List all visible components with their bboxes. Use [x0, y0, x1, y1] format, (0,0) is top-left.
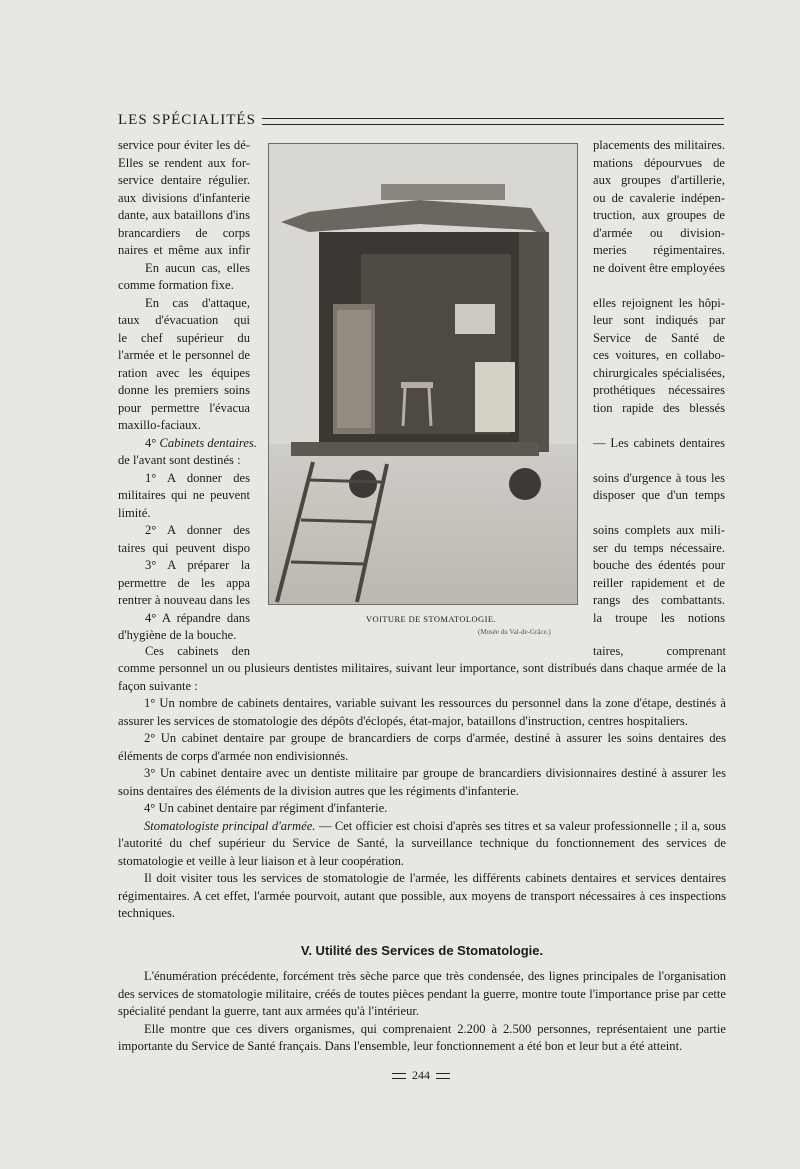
left-col-line: taires qui peuvent dispo — [118, 540, 250, 555]
right-col-line: chirurgicales spécialisées, — [593, 365, 725, 380]
body-paragraph: comme personnel un ou plusieurs dentistes militaires, suivant leur importance, sont distribués dans chaque armée de la façon suivante : — [118, 661, 726, 693]
left-col-line: d'hygiène de la bouche. — [118, 628, 237, 642]
figure-photo-dental-wagon — [268, 143, 578, 605]
figure-caption: VOITURE DE STOMATOLOGIE. — [366, 614, 496, 624]
right-col-line: leur sont indiqués par — [593, 313, 725, 327]
right-col-line: prothétiques nécessaires — [593, 383, 725, 397]
bridge-line-right: taires, comprenant — [593, 644, 726, 658]
left-col-line: comme formation fixe. — [118, 278, 234, 292]
body-paragraph: 4° Un cabinet dentaire par régiment d'infanterie. — [144, 801, 388, 815]
right-col-line: bouche des édentés pour — [593, 558, 725, 572]
left-col-line: brancardiers de corps — [118, 225, 250, 240]
left-col-line: 4° A répandre dans — [145, 610, 250, 625]
body-paragraph: 1° Un nombre de cabinets dentaires, variable suivant les ressources du personnel dans la zone d'étape, destinés à assurer les services de stomatologie des dépôts d'éclopés, état-major, bataillons d'instruction, centres hospitaliers. — [118, 696, 726, 728]
right-col-line: — Les cabinets dentaires — [593, 435, 725, 450]
left-col-line: l'armée et le personnel de — [118, 348, 250, 362]
body-paragraph: Stomatologiste principal d'armée. — Cet officier est choisi d'après ses titres et sa valeur professionnelle ; il a, sous l'autorité du chef supérieur du Service de Santé, la surveillance technique du fonctionnement des services de stomatologie et veille à leur liaison et à leur coopération. — [118, 818, 726, 868]
right-col-line: tion rapide des blessés — [593, 400, 725, 415]
section-heading: V. Utilité des Services de Stomatologie. — [300, 943, 544, 958]
right-col-line: mations dépourvues de — [593, 155, 725, 170]
left-col-line: 3° A préparer la — [145, 558, 250, 572]
left-col-line: 1° A donner des — [145, 470, 250, 485]
left-col-line: limité. — [118, 505, 151, 520]
left-col-line: naires et même aux infir — [118, 243, 250, 257]
body-text — [118, 660, 726, 923]
right-col-line: truction, aux groupes de — [593, 208, 725, 222]
left-col-line: aux divisions d'infanterie — [118, 190, 250, 205]
bridge-line-left: Ces cabinets den — [145, 644, 250, 658]
left-col-line: militaires qui ne peuvent — [118, 488, 250, 502]
left-col-line: En cas d'attaque, — [145, 295, 250, 310]
left-col-line: service pour éviter les dé- — [118, 138, 250, 152]
right-col-line: soins d'urgence à tous les — [593, 470, 725, 485]
left-col-line: maxillo-faciaux. — [118, 418, 201, 432]
right-col-line: disposer que d'un temps — [593, 488, 725, 502]
body-paragraph: 2° Un cabinet dentaire par groupe de brancardiers de corps d'armée, destiné à assurer les soins dentaires des éléments de corps d'armée non endivisionnés. — [118, 731, 726, 763]
left-col-line: rentrer à nouveau dans les — [118, 593, 250, 607]
page-number — [392, 1068, 450, 1083]
right-col-line: la troupe les notions — [593, 610, 725, 625]
right-col-line: Service de Santé de — [593, 330, 725, 345]
section-body — [118, 968, 726, 1056]
right-col-line: reiller rapidement et de — [593, 575, 725, 590]
right-col-line: soins complets aux mili- — [593, 523, 725, 537]
dental-wagon-illustration — [269, 144, 577, 604]
left-col-line: le chef supérieur du — [118, 330, 250, 345]
left-col-line: taux d'évacuation qui — [118, 313, 250, 327]
left-col-line: dante, aux bataillons d'ins — [118, 208, 250, 222]
left-col-line: de l'avant sont destinés : — [118, 453, 241, 467]
right-col-line: rangs des combattants. — [593, 593, 725, 607]
right-col-line: meries régimentaires. — [593, 243, 725, 257]
left-col-line: service dentaire régulier. — [118, 173, 250, 187]
body-paragraph: 3° Un cabinet dentaire avec un dentiste militaire par groupe de brancardiers divisionnaires destiné à assurer les soins dentaires des éléments de la division autres que les régiments d'infanterie. — [118, 766, 726, 798]
right-col-line: ou de cavalerie indépen- — [593, 190, 725, 205]
left-col-line: pour permettre l'évacua — [118, 400, 250, 415]
body-paragraph: Il doit visiter tous les services de stomatologie de l'armée, les différents cabinets dentaires et services dentaires régimentaires. A cet effet, l'armée pourvoit, autant que possible, aux moyens de transport nécessaires à ces inspections techniques. — [118, 871, 726, 920]
left-col-line: En aucun cas, elles — [145, 260, 250, 275]
right-col-line: ne doivent être employées — [593, 260, 725, 275]
page-number-text: 244 — [412, 1068, 430, 1082]
right-col-line: placements des militaires. — [593, 138, 725, 152]
left-col-line: Elles se rendent aux for- — [118, 155, 250, 170]
left-col-line: ration avec les équipes — [118, 365, 250, 380]
right-col-line: d'armée ou division- — [593, 225, 725, 240]
figure-credit: (Musée du Val-de-Grâce.) — [478, 628, 551, 636]
section-paragraph: L'énumération précédente, forcément très sèche parce que très condensée, des lignes principales de l'organisation des services de stomatologie militaire, créés de toutes pièces pendant la guerre, montre toute l'importance prise par cette spécialité pendant la guerre, tant aux armées qu'à l'intérieur. — [118, 969, 726, 1018]
left-col-line: donne les premiers soins — [118, 383, 250, 397]
section-paragraph: Elle montre que ces divers organismes, qui comprenaient 2.200 à 2.500 personnes, représentaient une partie importante du Service de Santé français. Dans l'ensemble, leur fonctionnement a été bon et leur but a été atteint. — [118, 1021, 726, 1053]
header-double-rule — [262, 118, 724, 125]
right-col-line: aux groupes d'artillerie, — [593, 173, 725, 187]
running-header: LES SPÉCIALITÉS — [118, 112, 256, 128]
right-col-line: ces voitures, en collabo- — [593, 348, 725, 362]
left-col-line: 2° A donner des — [145, 523, 250, 537]
right-col-line: elles rejoignent les hôpi- — [593, 295, 725, 310]
right-col-line: ser du temps nécessaire. — [593, 540, 725, 555]
left-col-line: 4° Cabinets dentaires. — [145, 435, 257, 450]
left-col-line: permettre de les appa — [118, 575, 250, 590]
